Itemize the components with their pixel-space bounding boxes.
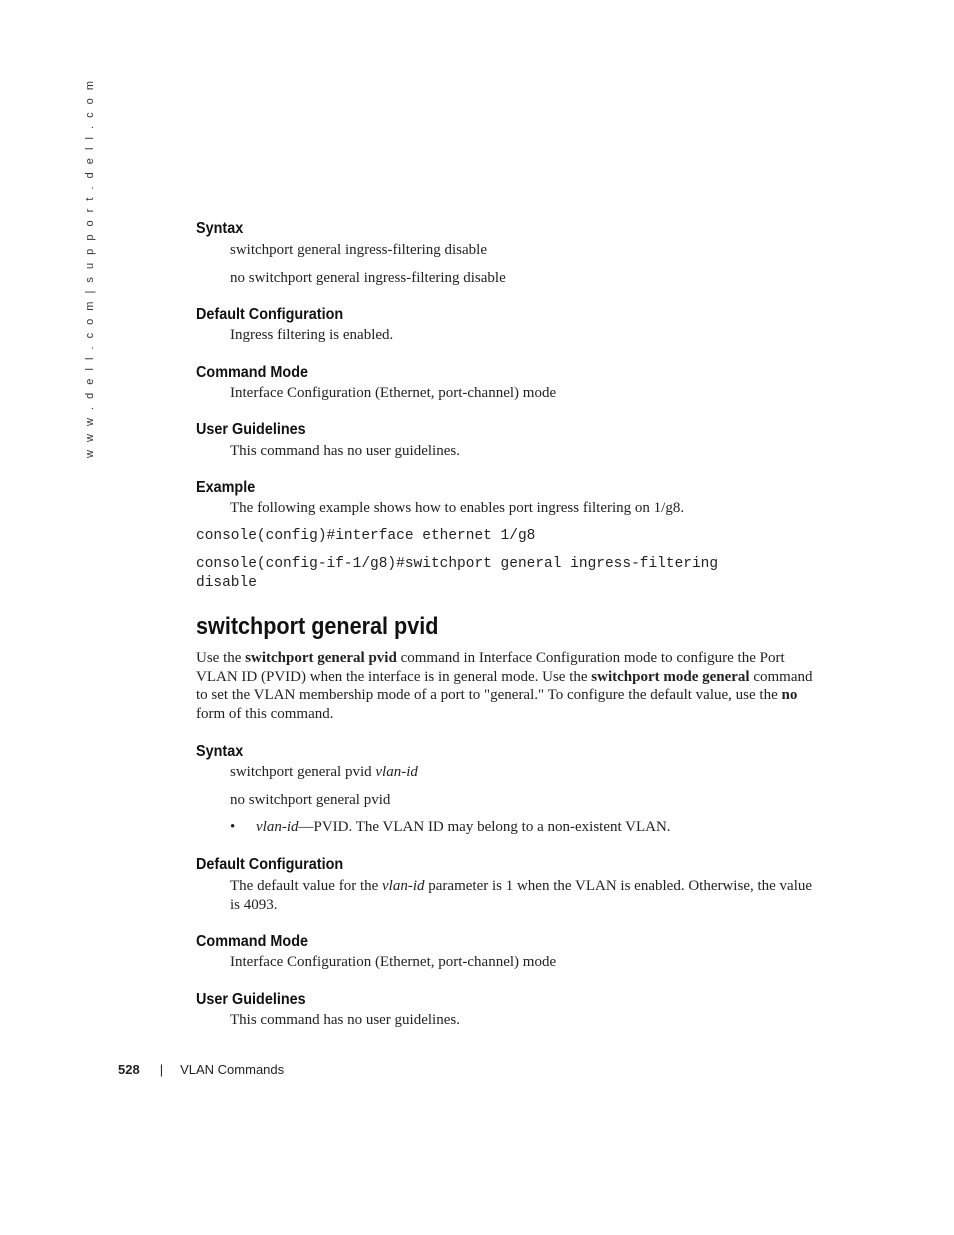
syntax-line-no: no switchport general ingress-filtering disable: [230, 270, 506, 286]
bullet-marker: •: [230, 819, 236, 835]
intro-paragraph: Use the switchport general pvid command in Interface Configuration mode to configure the Port VLAN ID (PVID) when the interface is in general mode. Use the switchport mode general command to set the VLAN membership mode of a port to "general." To configure the default value, use the no form of this command.: [196, 650, 813, 722]
default-config-text: Ingress filtering is enabled.: [230, 327, 394, 343]
code-block: console(config-if-1/g8)#switchport general ingress-filtering disable: [196, 556, 719, 591]
page-title: switchport general pvid: [196, 613, 439, 640]
example-heading: Example: [196, 479, 256, 496]
example-text: The following example shows how to enables port ingress filtering on 1/g8.: [230, 500, 685, 516]
command-mode-text: Interface Configuration (Ethernet, port-channel) mode: [230, 385, 557, 401]
command-mode-heading: Command Mode: [196, 364, 309, 381]
syntax-line-no: no switchport general pvid: [230, 792, 391, 808]
default-config-heading: Default Configuration: [196, 306, 344, 323]
user-guidelines-heading: User Guidelines: [196, 991, 306, 1008]
syntax-line: switchport general pvid vlan-id: [230, 764, 418, 780]
parameter-bullet: • vlan-id—PVID. The VLAN ID may belong to a non-existent VLAN.: [230, 819, 671, 835]
syntax-heading: Syntax: [196, 743, 244, 760]
user-guidelines-text: This command has no user guidelines.: [230, 443, 460, 459]
page-footer: [118, 1062, 284, 1077]
user-guidelines-text: This command has no user guidelines.: [230, 1012, 460, 1028]
code-line: console(config)#interface ethernet 1/g8: [196, 528, 536, 544]
default-config-text: The default value for the vlan-id parameter is 1 when the VLAN is enabled. Otherwise, the value is 4093.: [230, 878, 813, 913]
side-url: w w w . d e l l . c o m | s u p p o r t . d e l l . c o m: [84, 78, 96, 458]
syntax-heading: Syntax: [196, 220, 244, 237]
default-config-heading: Default Configuration: [196, 856, 344, 873]
user-guidelines-heading: User Guidelines: [196, 421, 306, 438]
syntax-line: switchport general ingress-filtering disable: [230, 242, 488, 258]
command-mode-heading: Command Mode: [196, 933, 309, 950]
page-number: 528: [118, 1062, 140, 1077]
footer-separator: |: [159, 1062, 164, 1077]
command-mode-text: Interface Configuration (Ethernet, port-channel) mode: [230, 954, 557, 970]
chapter-name: VLAN Commands: [180, 1062, 285, 1077]
